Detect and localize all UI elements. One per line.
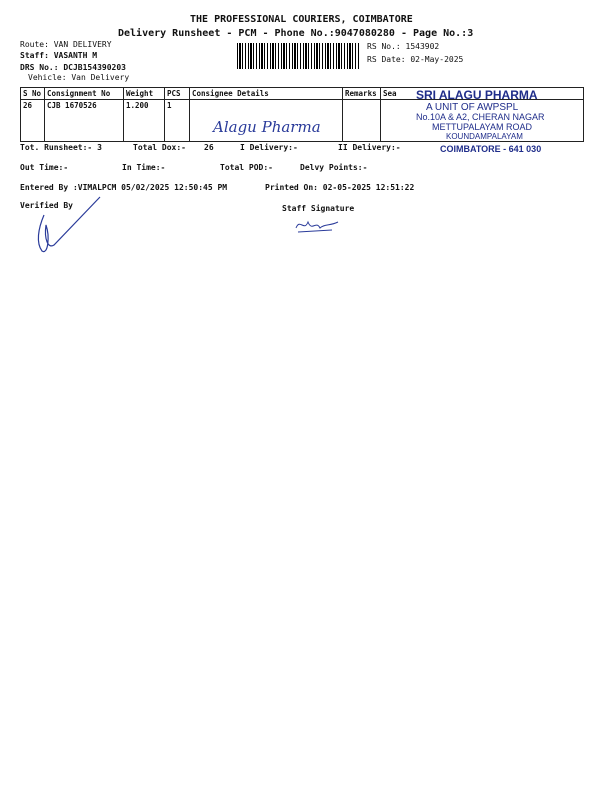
out-time: Out Time:- (20, 163, 69, 172)
rs-number: RS No.: 1543902 (367, 42, 440, 51)
route-label: Route: VAN DELIVERY (20, 40, 112, 49)
company-title: THE PROFESSIONAL COURIERS, COIMBATORE (190, 14, 413, 25)
in-time: In Time:- (122, 163, 166, 172)
consignee-handwriting: Alagu Pharma (213, 118, 321, 136)
staff-signature-label: Staff Signature (282, 204, 355, 213)
tot-runsheet: Tot. Runsheet:- 3 (20, 143, 102, 152)
cell-weight: 1.200 (124, 100, 165, 142)
staff-signature-mark (292, 214, 352, 236)
second-delivery: II Delivery:- (338, 143, 401, 152)
col-consignment: Consignment No (45, 88, 124, 100)
cell-remarks (343, 100, 381, 142)
drs-number: DRS No.: DCJB154390203 (20, 63, 126, 72)
receiver-stamp (410, 88, 590, 154)
col-sno: S No (21, 88, 45, 100)
first-delivery: I Delivery:- (240, 143, 298, 152)
runsheet-subtitle: Delivery Runsheet - PCM - Phone No.:9047080280 - Page No.:3 (118, 28, 474, 39)
verifier-signature (30, 195, 110, 257)
barcode (237, 43, 359, 69)
stamp-line-5: KOUNDAMPALAYAM (446, 132, 523, 141)
col-remarks: Remarks (343, 88, 381, 100)
total-pod: Total POD:- (220, 163, 273, 172)
total-dox-label: Total Dox:- (133, 143, 186, 152)
total-dox-value: 26 (204, 143, 214, 152)
col-seal: Sea (381, 88, 584, 100)
vehicle-label: Vehicle: Van Delivery (28, 73, 130, 82)
cell-consignment: CJB 1670526 (45, 100, 124, 142)
delivery-points: Delvy Points:- (300, 163, 368, 172)
col-consignee: Consignee Details (190, 88, 343, 100)
verified-by-label: Verified By (20, 201, 73, 210)
stamp-line-3: No.10A & A2, CHERAN NAGAR (416, 112, 545, 122)
stamp-line-1: SRI ALAGU PHARMA (416, 88, 538, 102)
col-pcs: PCS (165, 88, 190, 100)
cell-sno: 26 (21, 100, 45, 142)
stamp-line-6: COIMBATORE - 641 030 (440, 144, 542, 154)
stamp-line-4: METTUPALAYAM ROAD (432, 122, 533, 132)
rs-date: RS Date: 02-May-2025 (367, 55, 464, 64)
cell-pcs: 1 (165, 100, 190, 142)
staff-label: Staff: VASANTH M (20, 51, 98, 60)
col-weight: Weight (124, 88, 165, 100)
printed-on: Printed On: 02-05-2025 12:51:22 (265, 183, 415, 192)
stamp-line-2: A UNIT OF AWPSPL (426, 102, 519, 113)
entered-by: Entered By :VIMALPCM 05/02/2025 12:50:45 PM (20, 183, 228, 192)
